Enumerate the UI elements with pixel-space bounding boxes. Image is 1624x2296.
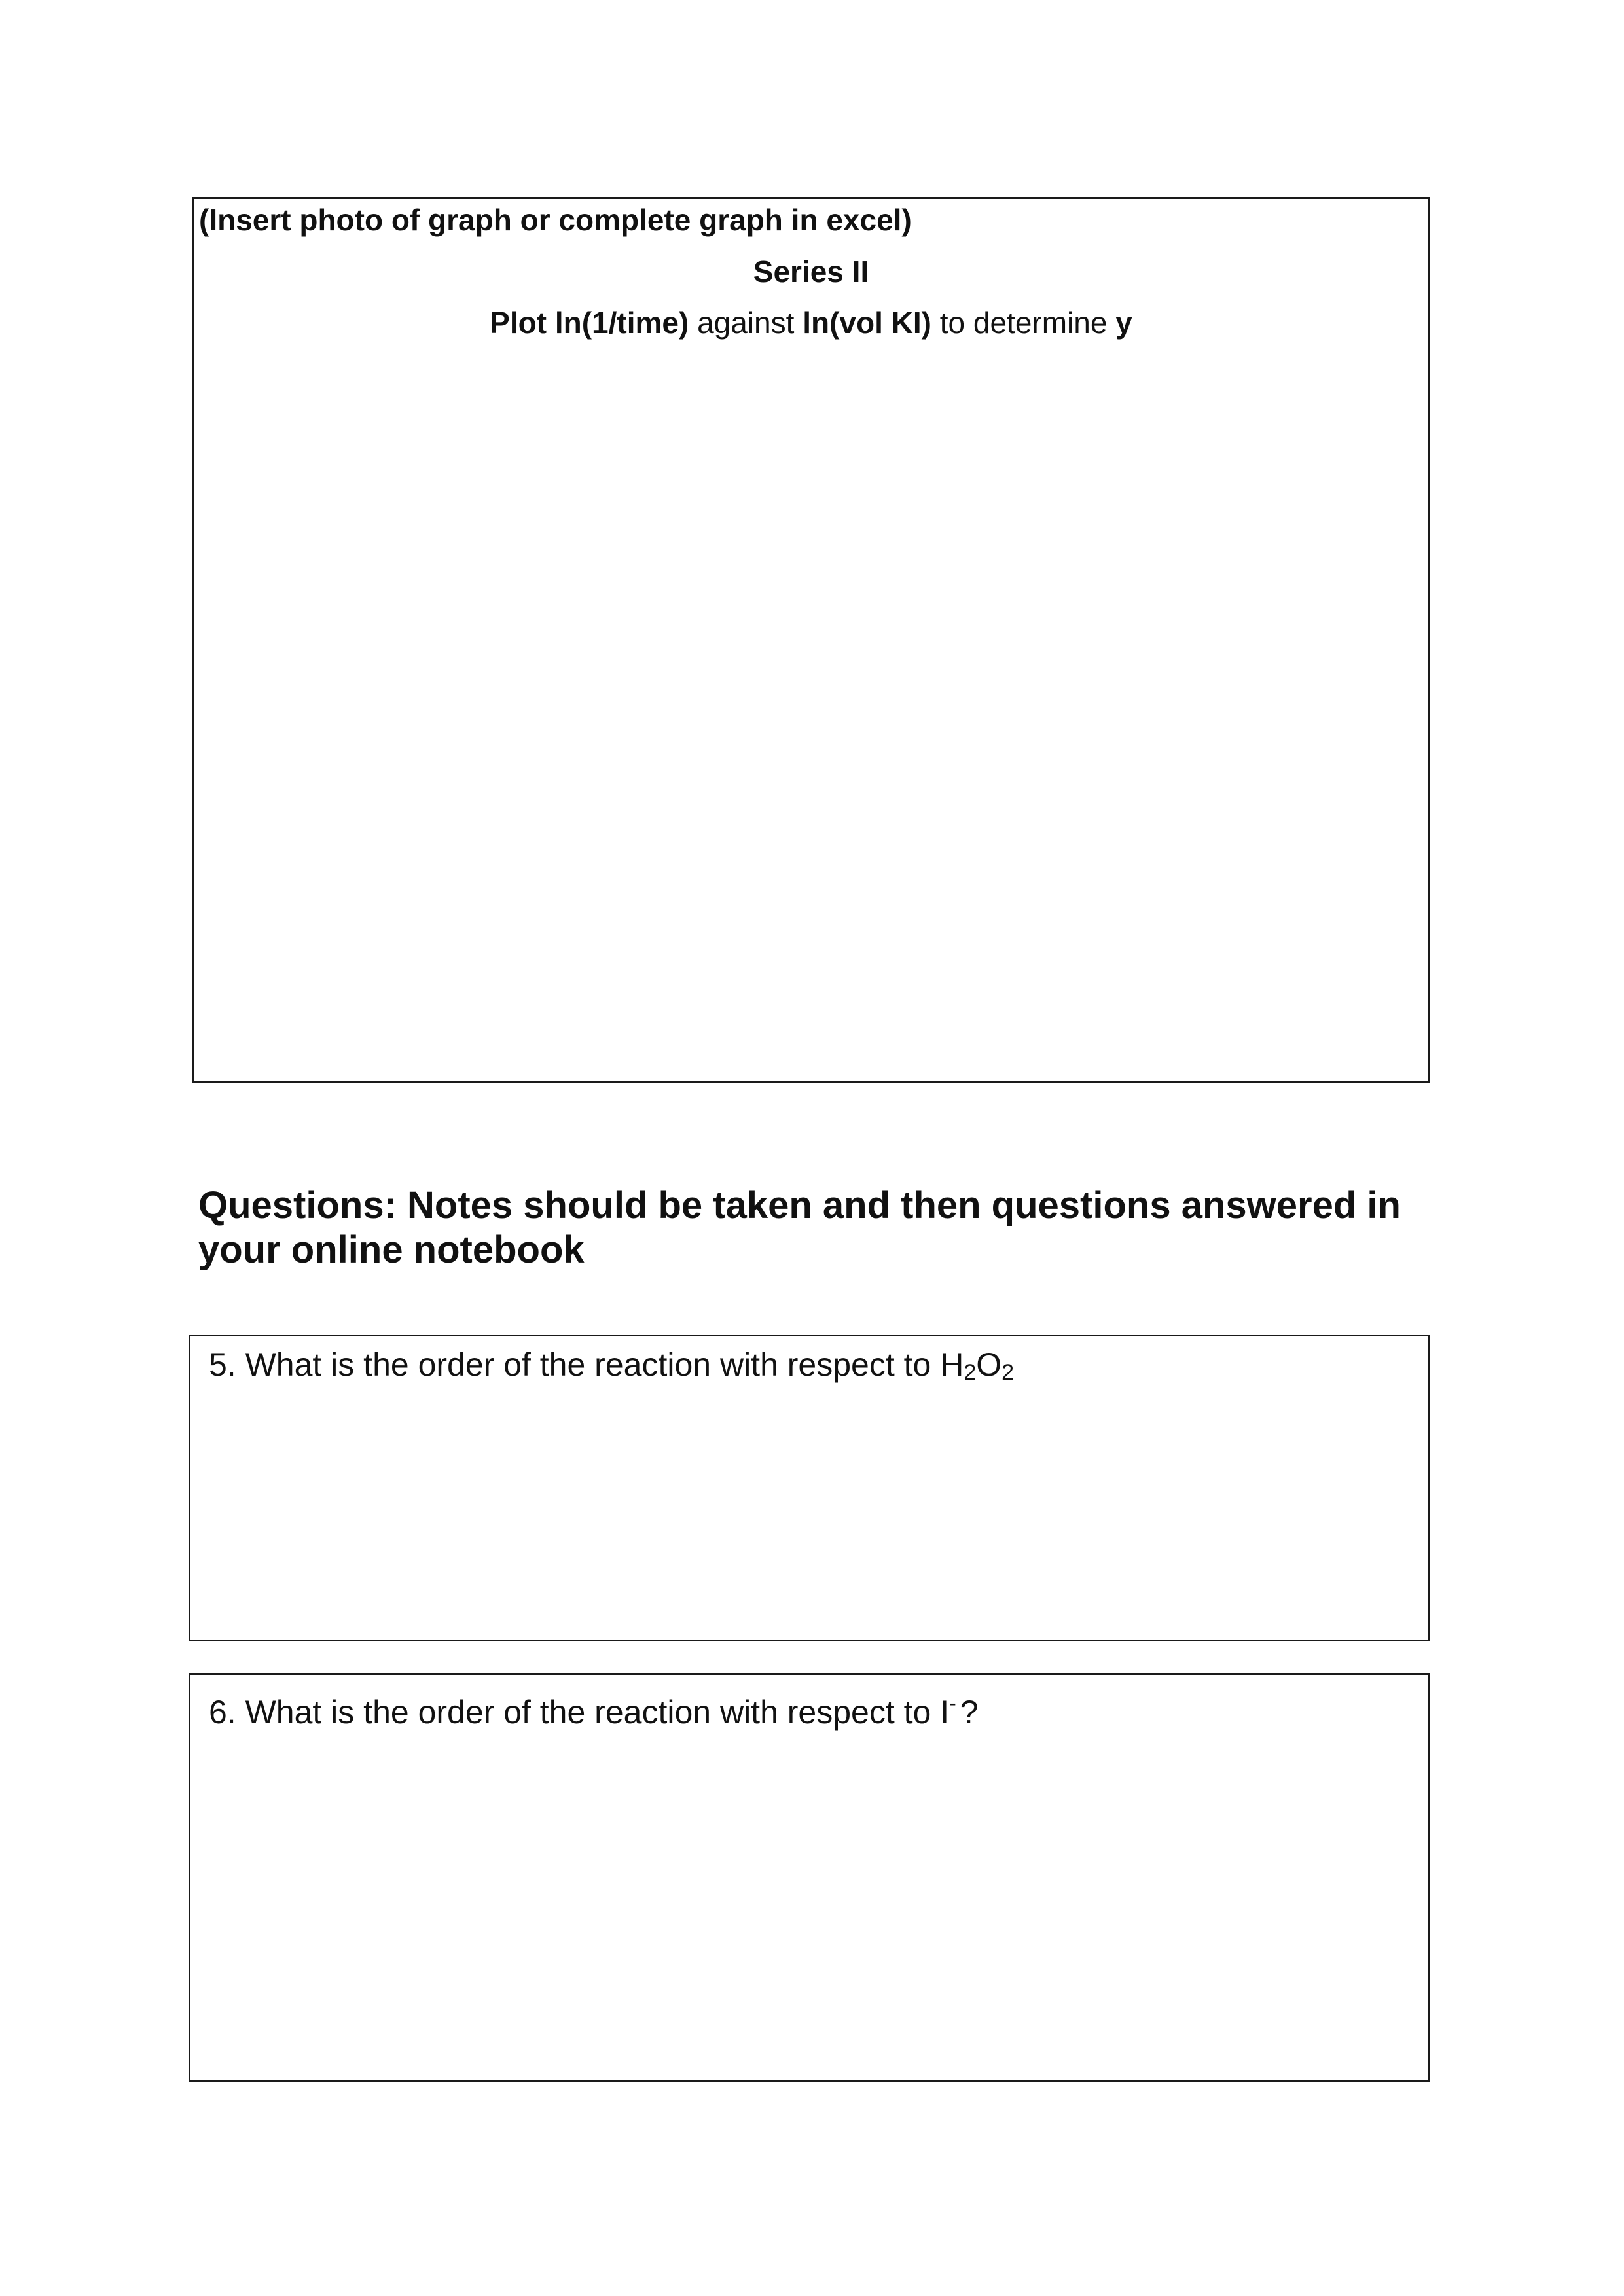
question-6-answer-box[interactable] (189, 1673, 1430, 2082)
plot-y-quantity: ln(1/time) (554, 306, 689, 340)
question-5-sub-2: 2 (1001, 1360, 1015, 1385)
question-6-superscript: - (949, 1691, 956, 1715)
plot-to-determine: to determine (931, 306, 1116, 340)
question-6-main: 6. What is the order of the reaction with respect to I (209, 1694, 950, 1731)
graph-instruction: (Insert photo of graph or complete graph in excel) (199, 203, 912, 237)
plot-instruction (194, 304, 1428, 341)
plot-x-quantity: ln(vol KI) (803, 306, 931, 340)
plot-variable: y (1115, 306, 1132, 340)
question-6-end: ? (960, 1694, 979, 1731)
graph-insert-box[interactable] (192, 197, 1430, 1083)
question-5-mid: O (976, 1346, 1002, 1383)
plot-prefix: Plot (490, 306, 555, 340)
question-5-main: 5. What is the order of the reaction with respect to H (209, 1346, 964, 1383)
questions-heading: Questions: Notes should be taken and then questions answered in your online notebook (198, 1184, 1401, 1271)
question-5-text (209, 1344, 1014, 1393)
series-label: Series II (753, 255, 869, 289)
plot-against: against (689, 306, 803, 340)
question-6-text (209, 1683, 979, 1732)
question-5-answer-box[interactable] (189, 1335, 1430, 1641)
question-5-sub-1: 2 (964, 1360, 977, 1385)
